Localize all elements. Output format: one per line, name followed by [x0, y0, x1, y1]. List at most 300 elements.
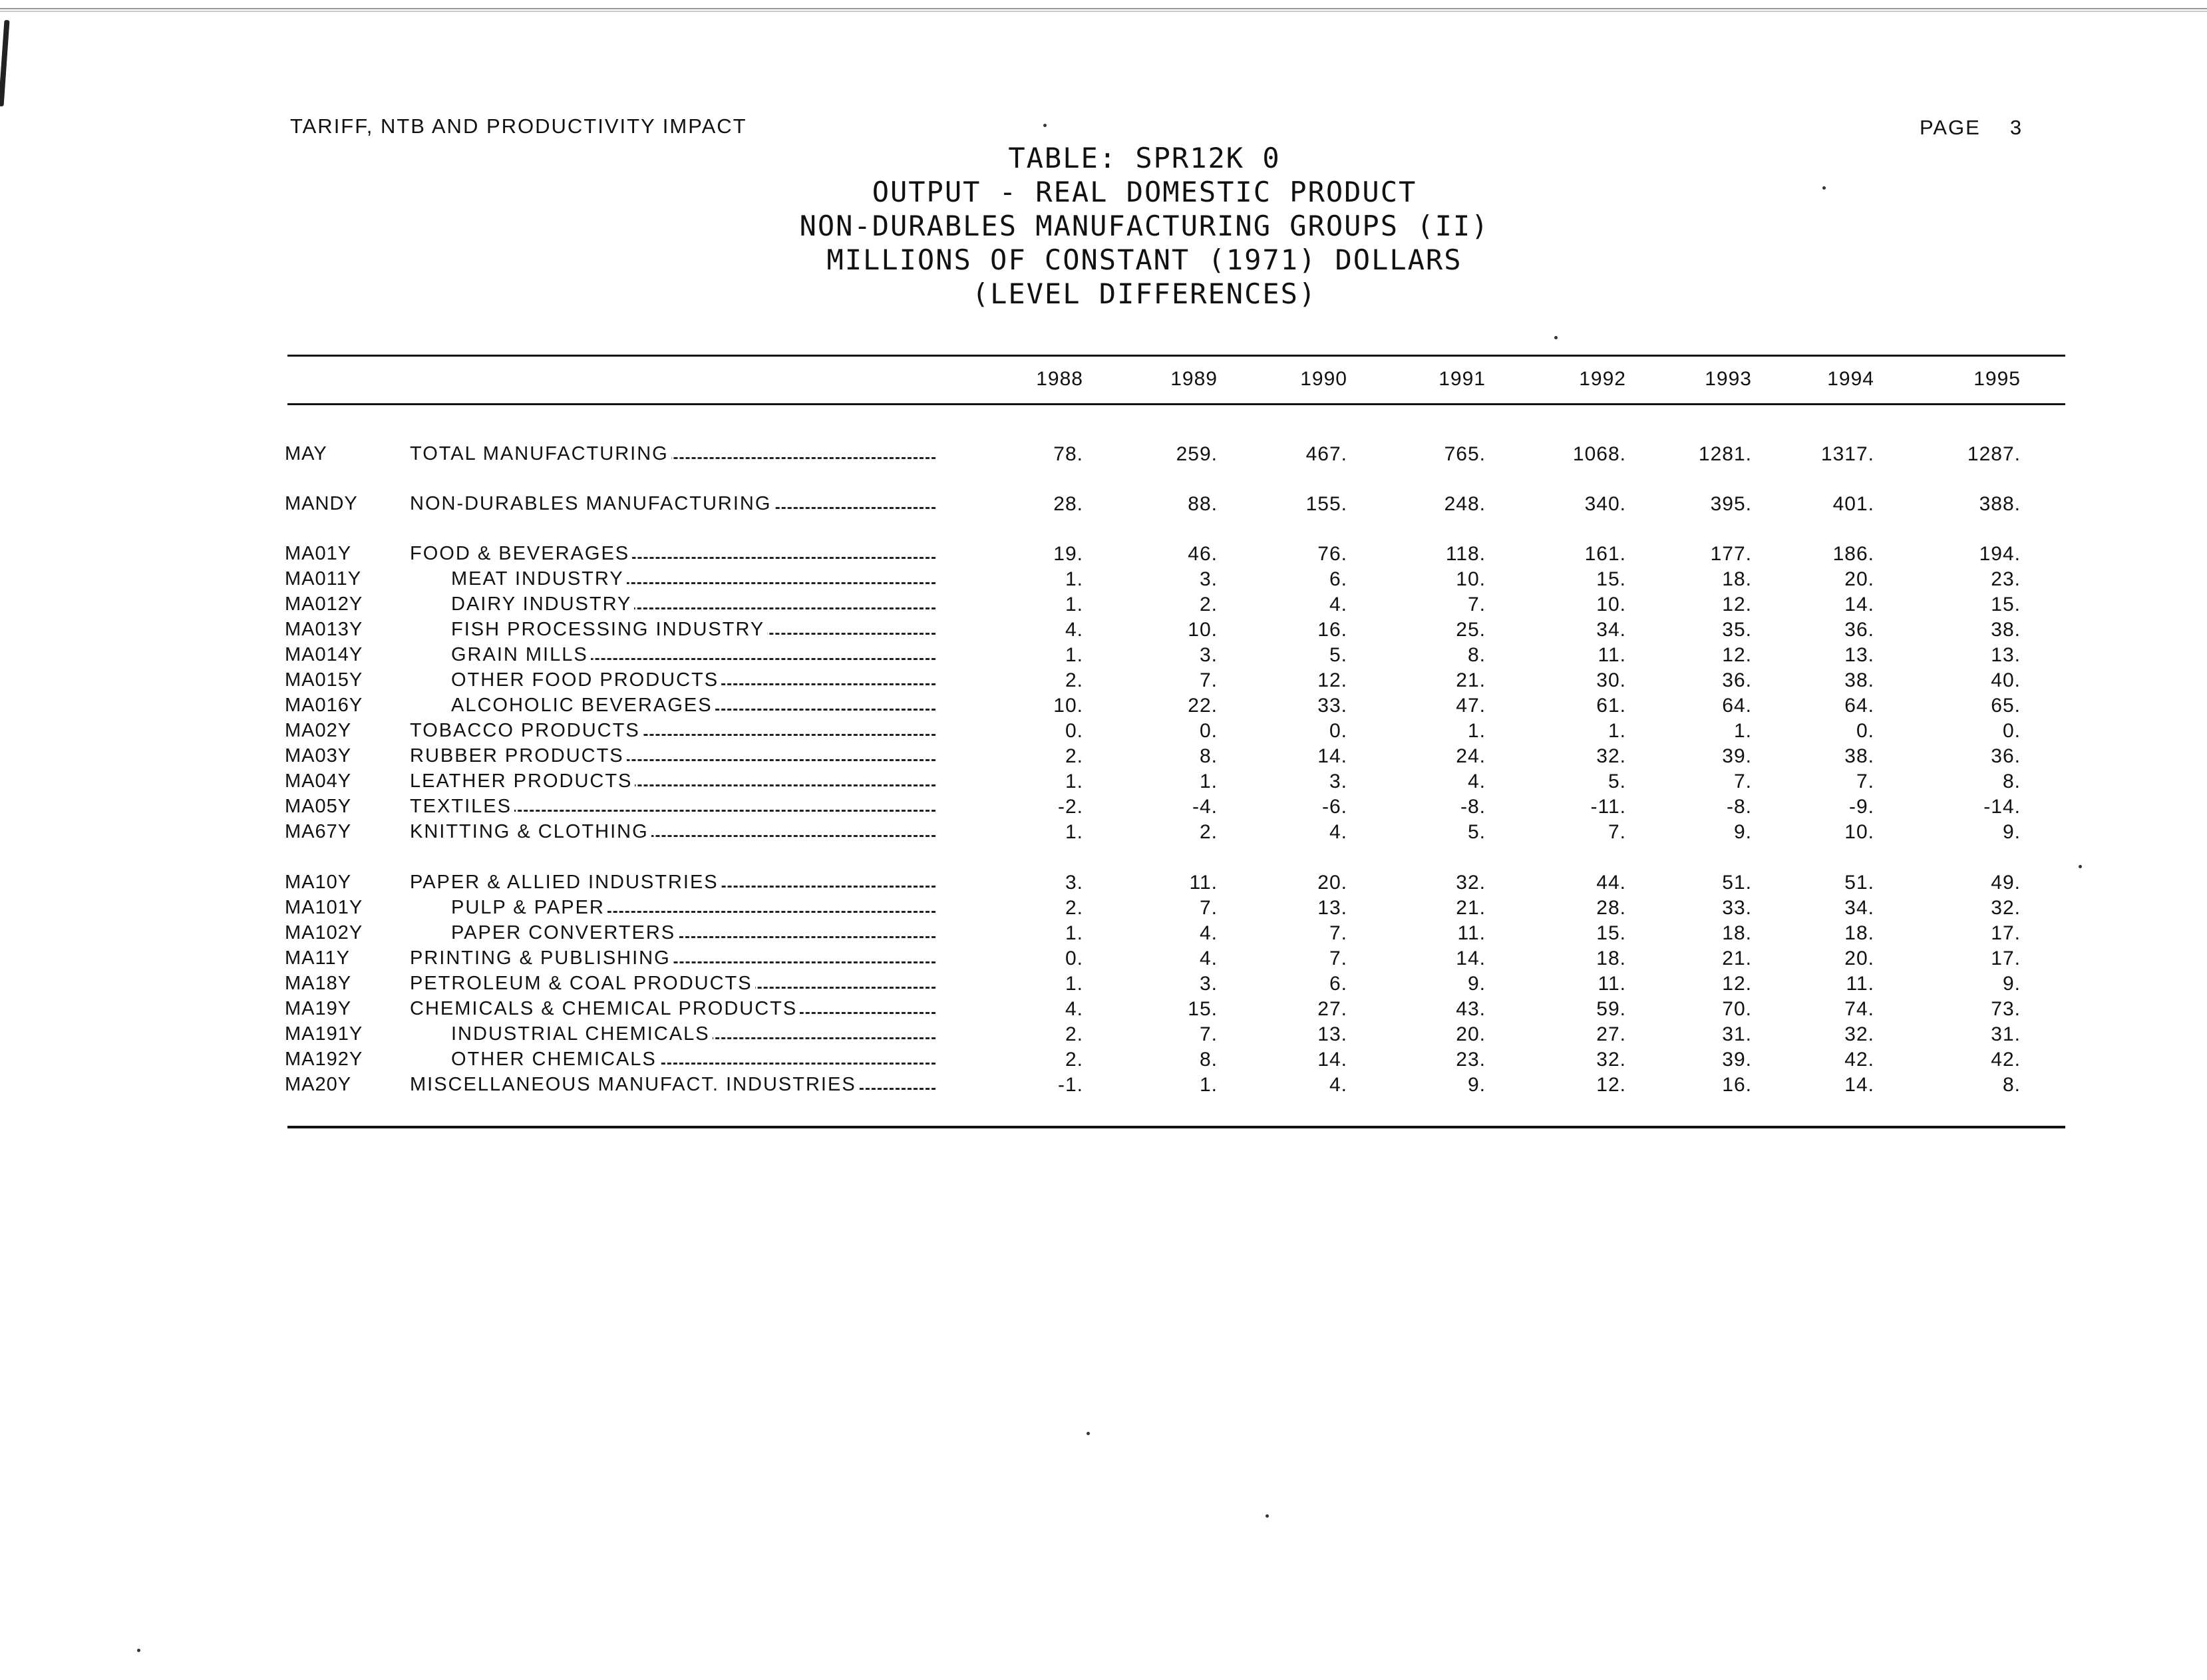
row-code: MA18Y [285, 973, 352, 994]
row-label [451, 897, 935, 922]
row-label-text: MEAT INDUSTRY [451, 568, 627, 589]
row-label-text: TOTAL MANUFACTURING [410, 443, 671, 464]
value-cell-1988: 3. [1065, 872, 1083, 894]
value-cell-1993: 18. [1722, 568, 1752, 590]
value-cell-1990: 3. [1329, 770, 1347, 792]
value-cell-1995: 65. [1991, 695, 2021, 717]
value-cell-1988: 10. [1053, 695, 1083, 717]
value-cell-1993: 395. [1710, 493, 1752, 515]
row-label-text: TEXTILES [410, 796, 514, 817]
value-cell-1991: -8. [1460, 796, 1486, 818]
row-code: MA191Y [285, 1023, 363, 1045]
table-row [0, 593, 2207, 619]
value-cell-1993: 12. [1722, 973, 1752, 995]
value-cell-1988: 2. [1065, 897, 1083, 919]
value-cell-1994: 74. [1844, 998, 1874, 1020]
value-cell-1993: 35. [1722, 619, 1752, 641]
title-line-group: NON-DURABLES MANUFACTURING GROUPS (II) [799, 210, 1490, 242]
value-cell-1991: 4. [1467, 770, 1486, 792]
row-label [451, 593, 935, 619]
row-code: MAY [285, 443, 327, 464]
value-cell-1988: 1. [1065, 821, 1083, 843]
value-cell-1993: 16. [1722, 1074, 1752, 1096]
value-cell-1990: 0. [1329, 720, 1347, 742]
value-cell-1991: 47. [1456, 695, 1486, 717]
value-cell-1994: 401. [1832, 493, 1874, 515]
value-cell-1992: 59. [1596, 998, 1626, 1020]
value-cell-1993: 12. [1722, 644, 1752, 666]
value-cell-1994: 7. [1856, 770, 1874, 792]
value-cell-1993: 70. [1722, 998, 1752, 1020]
value-cell-1994: 186. [1832, 543, 1874, 565]
value-cell-1992: 11. [1598, 644, 1626, 666]
value-cell-1992: 61. [1596, 695, 1626, 717]
page-number: 3 [2009, 116, 2023, 139]
value-cell-1992: 32. [1596, 745, 1626, 767]
table-row [0, 745, 2207, 770]
value-cell-1994: 20. [1844, 947, 1874, 969]
value-cell-1992: 1068. [1572, 443, 1626, 465]
value-cell-1995: 23. [1991, 568, 2021, 590]
value-cell-1992: 161. [1584, 543, 1626, 565]
value-cell-1989: -4. [1192, 796, 1218, 818]
value-cell-1994: 18. [1844, 922, 1874, 944]
value-cell-1993: 64. [1722, 695, 1752, 717]
scan-speck [1822, 186, 1826, 190]
value-cell-1995: 15. [1991, 593, 2021, 615]
row-label [410, 998, 935, 1023]
value-cell-1989: 7. [1199, 1023, 1218, 1045]
value-cell-1994: 42. [1844, 1049, 1874, 1071]
value-cell-1995: 8. [2002, 1074, 2021, 1096]
scan-speck [1087, 1432, 1090, 1435]
row-label-text: OTHER CHEMICALS [451, 1049, 659, 1070]
value-cell-1994: 32. [1844, 1023, 1874, 1045]
value-cell-1995: 17. [1991, 947, 2021, 969]
value-cell-1989: 3. [1199, 644, 1218, 666]
value-cell-1994: 0. [1856, 720, 1874, 742]
value-cell-1994: -9. [1848, 796, 1874, 818]
scan-speck [137, 1649, 140, 1652]
row-label [410, 720, 935, 745]
value-cell-1989: 3. [1199, 568, 1218, 590]
scan-speck [1043, 124, 1047, 127]
value-cell-1990: 76. [1317, 543, 1347, 565]
value-cell-1993: 12. [1722, 593, 1752, 615]
table-row [0, 998, 2207, 1023]
value-cell-1991: 8. [1467, 644, 1486, 666]
value-cell-1993: 31. [1722, 1023, 1752, 1045]
scan-edge-line [0, 8, 2207, 12]
value-cell-1991: 765. [1444, 443, 1486, 465]
year-header-1992: 1992 [1579, 368, 1626, 390]
value-cell-1995: 0. [2002, 720, 2021, 742]
value-cell-1989: 46. [1188, 543, 1218, 565]
value-cell-1993: 36. [1722, 669, 1752, 691]
value-cell-1995: 36. [1991, 745, 2021, 767]
value-cell-1989: 22. [1188, 695, 1218, 717]
value-cell-1990: 7. [1329, 922, 1347, 944]
value-cell-1989: 7. [1199, 669, 1218, 691]
table-row [0, 973, 2207, 998]
year-header-1995: 1995 [1973, 368, 2021, 390]
page-label: PAGE [1920, 116, 1981, 139]
value-cell-1993: 9. [1733, 821, 1752, 843]
page-indicator [1920, 116, 2023, 140]
row-label-text: LEATHER PRODUCTS [410, 770, 635, 792]
table-row [0, 493, 2207, 518]
value-cell-1988: 28. [1053, 493, 1083, 515]
value-cell-1993: 39. [1722, 1049, 1752, 1071]
row-code: MA101Y [285, 897, 363, 918]
value-cell-1990: 16. [1317, 619, 1347, 641]
row-label [410, 493, 935, 518]
row-code: MA67Y [285, 821, 352, 842]
value-cell-1988: 19. [1053, 543, 1083, 565]
row-label [410, 947, 935, 973]
scan-speck [1554, 336, 1558, 339]
row-label [410, 821, 935, 846]
row-label [410, 543, 935, 568]
value-cell-1990: 7. [1329, 947, 1347, 969]
value-cell-1988: 2. [1065, 745, 1083, 767]
row-code: MA04Y [285, 770, 352, 792]
table-row [0, 669, 2207, 695]
value-cell-1989: 1. [1199, 770, 1218, 792]
year-header-1993: 1993 [1705, 368, 1752, 390]
value-cell-1992: 5. [1608, 770, 1626, 792]
value-cell-1990: 4. [1329, 593, 1347, 615]
row-label-text: DAIRY INDUSTRY [451, 593, 634, 615]
value-cell-1994: 1317. [1820, 443, 1874, 465]
value-cell-1988: 78. [1053, 443, 1083, 465]
value-cell-1990: 13. [1317, 1023, 1347, 1045]
row-label [451, 695, 935, 720]
value-cell-1995: 194. [1979, 543, 2021, 565]
row-label-text: FOOD & BEVERAGES [410, 543, 632, 564]
year-header-1988: 1988 [1036, 368, 1083, 390]
value-cell-1988: 1. [1065, 922, 1083, 944]
value-cell-1988: 2. [1065, 669, 1083, 691]
value-cell-1993: 177. [1710, 543, 1752, 565]
year-header-row [0, 368, 2207, 395]
row-code: MA011Y [285, 568, 362, 589]
value-cell-1991: 11. [1457, 922, 1486, 944]
value-cell-1992: 15. [1596, 922, 1626, 944]
table-row [0, 947, 2207, 973]
row-label [410, 770, 935, 796]
value-cell-1990: -6. [1321, 796, 1347, 818]
title-line-basis: (LEVEL DIFFERENCES) [971, 277, 1317, 310]
value-cell-1989: 4. [1199, 922, 1218, 944]
value-cell-1992: 15. [1596, 568, 1626, 590]
title-line-units: MILLIONS OF CONSTANT (1971) DOLLARS [826, 244, 1462, 276]
value-cell-1995: 38. [1991, 619, 2021, 641]
value-cell-1989: 8. [1199, 1049, 1218, 1071]
year-header-1990: 1990 [1300, 368, 1347, 390]
row-label-text: CHEMICALS & CHEMICAL PRODUCTS [410, 998, 800, 1019]
value-cell-1992: 11. [1598, 973, 1626, 995]
row-code: MA192Y [285, 1049, 363, 1070]
value-cell-1991: 1. [1467, 720, 1486, 742]
value-cell-1990: 14. [1317, 745, 1347, 767]
scan-edge-mark [0, 20, 10, 106]
value-cell-1990: 14. [1317, 1049, 1347, 1071]
value-cell-1994: 10. [1844, 821, 1874, 843]
value-cell-1995: 8. [2002, 770, 2021, 792]
value-cell-1988: 2. [1065, 1023, 1083, 1045]
value-cell-1990: 13. [1317, 897, 1347, 919]
value-cell-1995: -14. [1983, 796, 2021, 818]
row-code: MA012Y [285, 593, 363, 615]
value-cell-1992: 10. [1596, 593, 1626, 615]
row-label-text: TOBACCO PRODUCTS [410, 720, 643, 741]
row-label-text: PAPER CONVERTERS [451, 922, 678, 943]
row-code: MA19Y [285, 998, 352, 1019]
row-code: MA014Y [285, 644, 363, 665]
row-code: MANDY [285, 493, 358, 514]
value-cell-1992: 28. [1596, 897, 1626, 919]
value-cell-1989: 0. [1199, 720, 1218, 742]
value-cell-1995: 17. [1991, 922, 2021, 944]
row-label-text: PULP & PAPER [451, 897, 607, 918]
value-cell-1994: 20. [1844, 568, 1874, 590]
value-cell-1989: 88. [1188, 493, 1218, 515]
scan-speck [1266, 1514, 1269, 1518]
value-cell-1992: 34. [1596, 619, 1626, 641]
value-cell-1989: 4. [1199, 947, 1218, 969]
value-cell-1992: 12. [1596, 1074, 1626, 1096]
value-cell-1990: 6. [1329, 568, 1347, 590]
row-label-text: PAPER & ALLIED INDUSTRIES [410, 872, 721, 893]
row-label-text: KNITTING & CLOTHING [410, 821, 651, 842]
table-row [0, 821, 2207, 846]
value-cell-1993: 18. [1722, 922, 1752, 944]
row-code: MA016Y [285, 695, 363, 716]
row-label-text: INDUSTRIAL CHEMICALS [451, 1023, 713, 1045]
row-label [410, 973, 935, 998]
value-cell-1992: 32. [1596, 1049, 1626, 1071]
value-cell-1988: 4. [1065, 998, 1083, 1020]
value-cell-1992: -11. [1590, 796, 1626, 818]
value-cell-1989: 11. [1189, 872, 1218, 894]
value-cell-1995: 9. [2002, 973, 2021, 995]
value-cell-1994: 13. [1844, 644, 1874, 666]
value-cell-1989: 2. [1199, 821, 1218, 843]
value-cell-1991: 14. [1456, 947, 1486, 969]
value-cell-1994: 11. [1846, 973, 1874, 995]
value-cell-1990: 12. [1317, 669, 1347, 691]
value-cell-1995: 32. [1991, 897, 2021, 919]
value-cell-1988: 1. [1065, 973, 1083, 995]
row-label [410, 1074, 935, 1099]
value-cell-1995: 73. [1991, 998, 2021, 1020]
row-label [451, 669, 935, 695]
value-cell-1988: 4. [1065, 619, 1083, 641]
value-cell-1991: 20. [1456, 1023, 1486, 1045]
value-cell-1991: 9. [1467, 1074, 1486, 1096]
value-cell-1991: 248. [1444, 493, 1486, 515]
value-cell-1989: 3. [1199, 973, 1218, 995]
value-cell-1988: 1. [1065, 644, 1083, 666]
row-label [451, 619, 935, 644]
value-cell-1991: 21. [1456, 669, 1486, 691]
value-cell-1990: 4. [1329, 1074, 1347, 1096]
table-row [0, 543, 2207, 568]
value-cell-1991: 118. [1445, 543, 1486, 565]
value-cell-1994: 14. [1844, 593, 1874, 615]
value-cell-1990: 27. [1317, 998, 1347, 1020]
table-row [0, 720, 2207, 745]
value-cell-1992: 340. [1584, 493, 1626, 515]
table-row [0, 872, 2207, 897]
table-row [0, 619, 2207, 644]
table-row [0, 796, 2207, 821]
row-label-text: OTHER FOOD PRODUCTS [451, 669, 721, 691]
value-cell-1991: 24. [1456, 745, 1486, 767]
row-label [410, 872, 935, 897]
value-cell-1991: 7. [1467, 593, 1486, 615]
value-cell-1990: 155. [1305, 493, 1347, 515]
row-label-text: ALCOHOLIC BEVERAGES [451, 695, 715, 716]
row-code: MA01Y [285, 543, 352, 564]
year-header-1989: 1989 [1170, 368, 1218, 390]
row-code: MA02Y [285, 720, 352, 741]
value-cell-1993: 33. [1722, 897, 1752, 919]
value-cell-1990: 467. [1305, 443, 1347, 465]
value-cell-1995: 42. [1991, 1049, 2021, 1071]
value-cell-1995: 388. [1979, 493, 2021, 515]
table-row [0, 1023, 2207, 1049]
value-cell-1991: 32. [1456, 872, 1486, 894]
value-cell-1993: -8. [1726, 796, 1752, 818]
value-cell-1988: 2. [1065, 1049, 1083, 1071]
row-label [410, 796, 935, 821]
row-label [451, 644, 935, 669]
table-row [0, 922, 2207, 947]
value-cell-1989: 2. [1199, 593, 1218, 615]
row-label-text: FISH PROCESSING INDUSTRY [451, 619, 767, 640]
value-cell-1989: 10. [1188, 619, 1218, 641]
value-cell-1990: 5. [1329, 644, 1347, 666]
value-cell-1991: 21. [1456, 897, 1486, 919]
value-cell-1989: 7. [1199, 897, 1218, 919]
value-cell-1988: 0. [1065, 947, 1083, 969]
value-cell-1991: 23. [1456, 1049, 1486, 1071]
table-row [0, 897, 2207, 922]
row-code: MA03Y [285, 745, 352, 766]
value-cell-1991: 9. [1467, 973, 1486, 995]
value-cell-1994: 51. [1844, 872, 1874, 894]
value-cell-1994: 38. [1844, 669, 1874, 691]
value-cell-1989: 8. [1199, 745, 1218, 767]
value-cell-1988: 1. [1065, 593, 1083, 615]
year-header-1994: 1994 [1827, 368, 1874, 390]
value-cell-1993: 7. [1733, 770, 1752, 792]
row-label [451, 568, 935, 593]
value-cell-1990: 6. [1329, 973, 1347, 995]
value-cell-1991: 10. [1456, 568, 1486, 590]
title-line-measure: OUTPUT - REAL DOMESTIC PRODUCT [872, 176, 1417, 208]
row-label [410, 745, 935, 770]
table-bottom-rule [287, 1126, 2065, 1128]
value-cell-1994: 38. [1844, 745, 1874, 767]
value-cell-1990: 4. [1329, 821, 1347, 843]
table-top-rule [287, 355, 2065, 357]
table-title [765, 141, 1524, 311]
row-code: MA20Y [285, 1074, 352, 1095]
row-label [451, 1023, 935, 1049]
value-cell-1993: 1281. [1698, 443, 1752, 465]
year-header-1991: 1991 [1439, 368, 1486, 390]
row-label-text: MISCELLANEOUS MANUFACT. INDUSTRIES [410, 1074, 859, 1095]
value-cell-1992: 18. [1596, 947, 1626, 969]
row-code: MA11Y [285, 947, 350, 969]
row-label [451, 1049, 935, 1074]
value-cell-1993: 1. [1733, 720, 1752, 742]
report-header: TARIFF, NTB AND PRODUCTIVITY IMPACT [290, 114, 747, 138]
value-cell-1988: -2. [1057, 796, 1083, 818]
value-cell-1992: 30. [1596, 669, 1626, 691]
value-cell-1992: 1. [1608, 720, 1626, 742]
row-label-text: GRAIN MILLS [451, 644, 591, 665]
value-cell-1993: 51. [1722, 872, 1752, 894]
value-cell-1995: 49. [1991, 872, 2021, 894]
row-code: MA102Y [285, 922, 363, 943]
value-cell-1995: 31. [1991, 1023, 2021, 1045]
value-cell-1995: 40. [1991, 669, 2021, 691]
value-cell-1994: 14. [1844, 1074, 1874, 1096]
table-row [0, 695, 2207, 720]
row-label-text: NON-DURABLES MANUFACTURING [410, 493, 774, 514]
value-cell-1988: 1. [1065, 568, 1083, 590]
table-row [0, 1049, 2207, 1074]
value-cell-1994: 64. [1844, 695, 1874, 717]
value-cell-1995: 9. [2002, 821, 2021, 843]
value-cell-1993: 21. [1722, 947, 1752, 969]
row-label [451, 922, 935, 947]
row-label [410, 443, 935, 468]
title-line-table-id: TABLE: SPR12K 0 [1008, 142, 1281, 174]
value-cell-1988: -1. [1057, 1074, 1083, 1096]
row-code: MA10Y [285, 872, 352, 893]
value-cell-1991: 5. [1467, 821, 1486, 843]
value-cell-1995: 1287. [1967, 443, 2021, 465]
scan-speck [2079, 865, 2082, 868]
row-label-text: PETROLEUM & COAL PRODUCTS [410, 973, 755, 994]
value-cell-1991: 43. [1456, 998, 1486, 1020]
value-cell-1988: 0. [1065, 720, 1083, 742]
value-cell-1995: 13. [1991, 644, 2021, 666]
value-cell-1992: 27. [1596, 1023, 1626, 1045]
value-cell-1989: 1. [1199, 1074, 1218, 1096]
table-row [0, 644, 2207, 669]
table-row [0, 1074, 2207, 1099]
value-cell-1992: 44. [1596, 872, 1626, 894]
table-row [0, 443, 2207, 468]
table-row [0, 568, 2207, 593]
row-code: MA05Y [285, 796, 352, 817]
value-cell-1994: 34. [1844, 897, 1874, 919]
table-row [0, 770, 2207, 796]
value-cell-1993: 39. [1722, 745, 1752, 767]
value-cell-1989: 259. [1176, 443, 1218, 465]
row-label-text: PRINTING & PUBLISHING [410, 947, 673, 969]
value-cell-1988: 1. [1065, 770, 1083, 792]
value-cell-1990: 33. [1317, 695, 1347, 717]
value-cell-1994: 36. [1844, 619, 1874, 641]
header-bottom-rule [287, 403, 2065, 405]
